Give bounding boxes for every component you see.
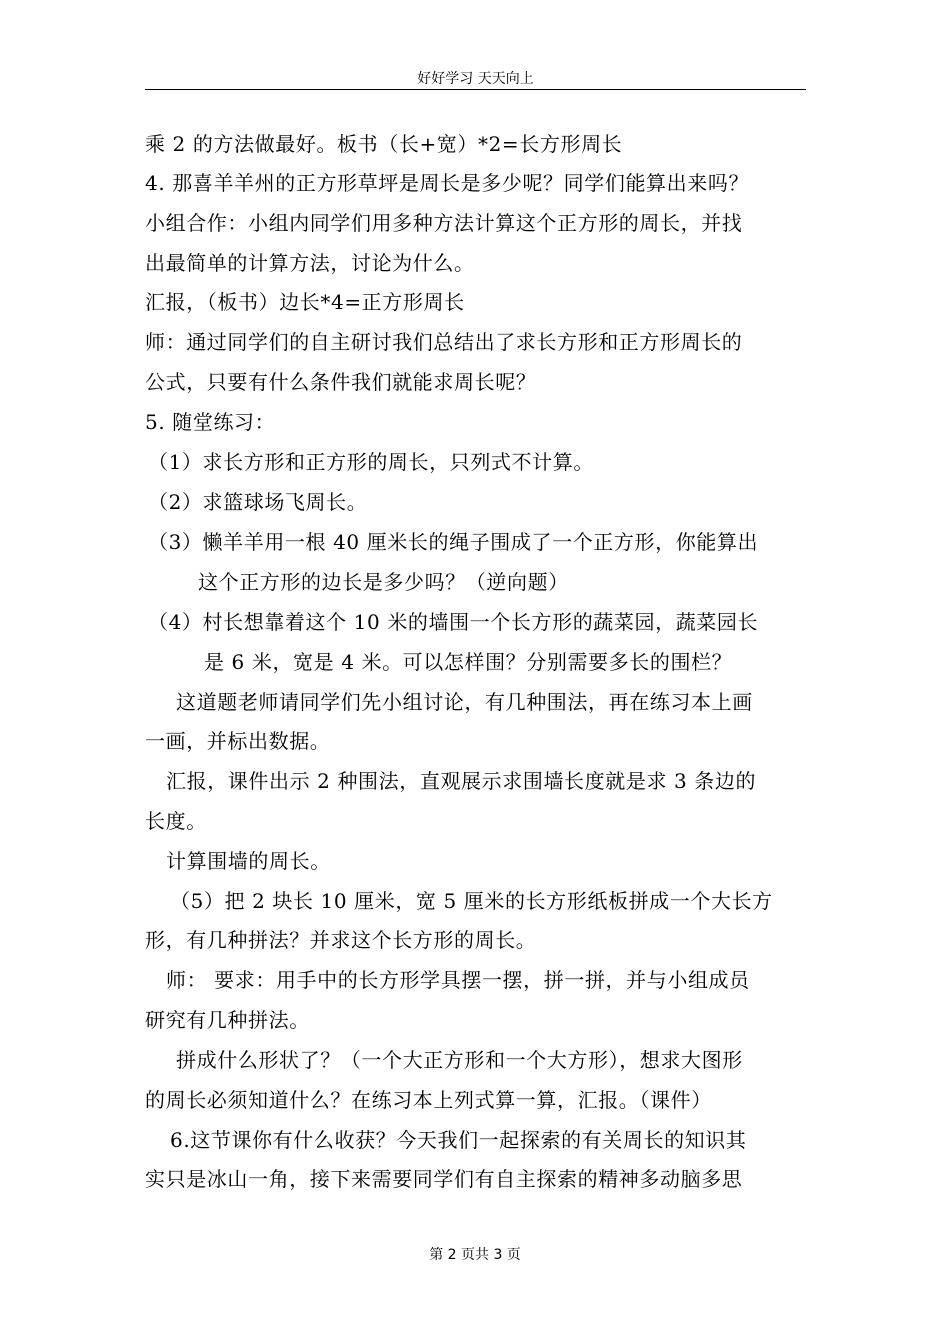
text-line: 小组合作：小组内同学们用多种方法计算这个正方形的周长，并找	[145, 211, 743, 235]
text-line: 这个正方形的边长是多少吗？（逆向题）	[198, 570, 569, 594]
text-line: （1）求长方形和正方形的周长，只列式不计算。	[148, 450, 594, 474]
text-line: 长度。	[145, 809, 207, 833]
text-line: 公式，只要有什么条件我们就能求周长呢？	[145, 370, 537, 394]
text-line: （5）把 2 块长 10 厘米，宽 5 厘米的长方形纸板拼成一个大长方	[170, 889, 773, 913]
page-footer: 第 2 页共 3 页	[429, 1247, 521, 1263]
text-line: 拼成什么形状了？（一个大正方形和一个大方形），想求大图形	[176, 1048, 743, 1072]
text-line: 这道题老师请同学们先小组讨论，有几种围法，再在练习本上画	[176, 690, 753, 714]
text-line: 4. 那喜羊羊州的正方形草坪是周长是多少呢？同学们能算出来吗？	[145, 171, 750, 195]
text-line: 实只是冰山一角，接下来需要同学们有自主探索的精神多动脑多思	[145, 1167, 743, 1191]
text-line: 6.这节课你有什么收获？今天我们一起探索的有关周长的知识其	[170, 1128, 747, 1152]
text-line: （4）村长想靠着这个 10 米的墙围一个长方形的蔬菜园，蔬菜园长	[148, 610, 759, 634]
text-line: 师：通过同学们的自主研讨我们总结出了求长方形和正方形周长的	[145, 330, 743, 354]
text-line: 5. 随堂练习：	[145, 410, 276, 434]
text-line: 计算围墙的周长。	[166, 849, 331, 873]
text-line: 一画，并标出数据。	[145, 729, 331, 753]
header-divider	[145, 89, 806, 90]
text-line: 乘 2 的方法做最好。板书（长+宽）*2=长方形周长	[145, 132, 623, 156]
text-line: （2）求篮球场飞周长。	[148, 490, 368, 514]
text-line: （3）懒羊羊用一根 40 厘米长的绳子围成了一个正方形，你能算出	[148, 530, 759, 554]
text-line: 汇报，（板书）边长*4=正方形周长	[145, 290, 465, 314]
text-line: 汇报，课件出示 2 种围法，直观展示求围墙长度就是求 3 条边的	[166, 769, 757, 793]
text-line: 的周长必须知道什么？在练习本上列式算一算，汇报。（课件）	[145, 1088, 712, 1112]
text-line: 出最简单的计算方法，讨论为什么。	[145, 251, 475, 275]
text-line: 研究有几种拼法。	[145, 1008, 310, 1032]
text-line: 是 6 米，宽是 4 米。可以怎样围？分别需要多长的围栏？	[204, 650, 733, 674]
text-line: 师： 要求：用手中的长方形学具摆一摆，拼一拼，并与小组成员	[166, 968, 750, 992]
page-header: 好好学习 天天向上	[417, 71, 534, 87]
text-line: 形，有几种拼法？并求这个长方形的周长。	[145, 928, 537, 952]
